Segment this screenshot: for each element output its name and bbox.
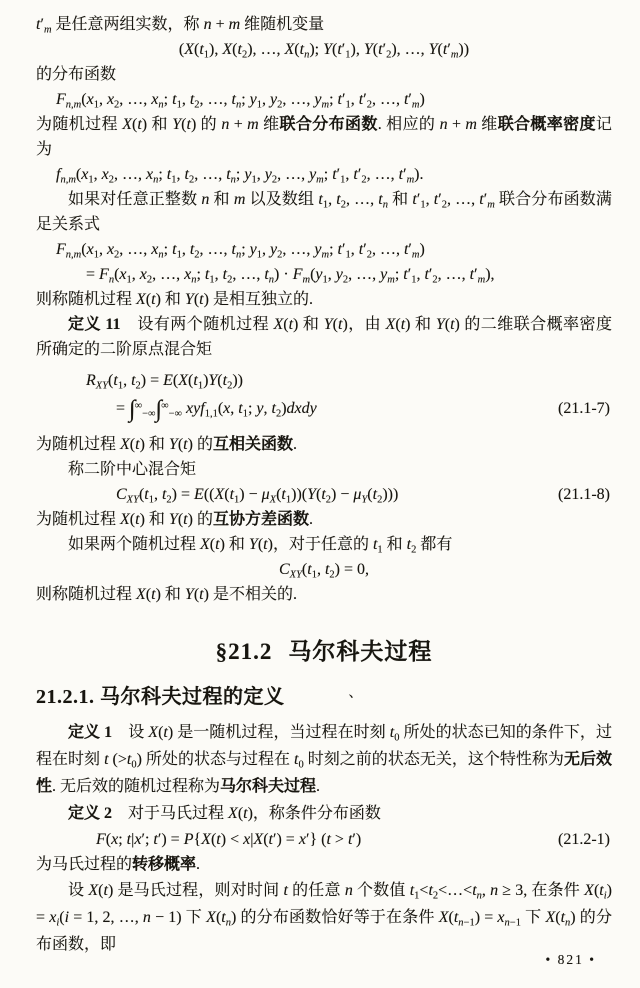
formula-random-vector: ($X(t_1)$, $X(t_2)$, …, $X(t_n)$; $Y(t'_1)$, $Y(t'_2)$, …, $Y(t'_m)$) — [178, 41, 470, 61]
formula-covariance-body: $C_{XY}(t_1$, $t_2) = E((X(t_1) - \mu_X(t_1))(Y(t_2) - \mu_Y(t_2)))$ — [116, 485, 399, 506]
paragraph-joint-terms: 为随机过程 X(t) 和 Y(t) 的 n + m 维联合分布函数. 相应的 n + m 维联合概率密度记为 — [36, 116, 612, 158]
equation-number-21-1-8: (21.1-8) — [558, 485, 610, 503]
formula-cross-correlation: $R_{XY}(t_1$, $t_2) = E(X(t_1)Y(t_2))$ — [86, 372, 243, 392]
formula-cross-correlation-integral — [116, 393, 612, 426]
formula-cross-covariance — [116, 482, 612, 507]
paragraph-cross-covariance-name: 为随机过程 X(t) 和 Y(t) 的互协方差函数. — [36, 510, 313, 528]
stray-ink-mark: 、 — [348, 685, 363, 701]
formula-integral-body: = $\int^\infty_{-\infty}\int^\infty_{-\infty}$ xyf$_{1,1}$(x, $t_1$; y, $t_2)dxdy$ — [116, 396, 317, 423]
section-title: 马尔科夫过程 — [288, 638, 433, 664]
body-line: 的分布函数 — [36, 66, 117, 83]
paragraph-definition-11: 定义 11 设有两个随机过程 X(t) 和 Y(t)，由 X(t) 和 Y(t) 的二维联合概率密度所确定的二阶原点混合矩 — [36, 316, 612, 358]
formula-joint-cdf: $F_{n,m}(x_1$, $x_2$, …, $x_n$; $t_1$, $t_2$, …, $t_n$; $y_1$, $y_2$, …, $y_m$; $t'_1$, $t'_2$, …, $t'_m$) — [56, 91, 425, 111]
paragraph-uncorrelated-condition: 如果两个随机过程 X(t) 和 Y(t)，对于任意的 $t_1$ 和 $t_2$ 都有 — [68, 535, 453, 556]
subsection-heading — [36, 680, 612, 709]
paragraph-definition-1: 定义 1 设 X(t) 是一随机过程，当过程在时刻 $t_0$ 所处的状态已知的条件下，过程在时刻 t $(>t_0)$ 所处的状态与过程在 $t_0$ 时刻之前的状态无关，这个特性称为无后效性. 无后效的随机过程称为马尔科夫过程. — [36, 723, 612, 795]
page-number: • 821 • — [545, 952, 596, 967]
paragraph-cross-correlation-name: 为随机过程 X(t) 和 Y(t) 的互相关函数. — [36, 435, 297, 453]
paragraph-uncorrelated-statement: 则称随机过程 X(t) 和 Y(t) 是不相关的. — [36, 585, 297, 603]
subsection-title: 21.2.1. 马尔科夫过程的定义 — [36, 685, 285, 708]
formula-joint-pdf: $f_{n,m}(x_1$, $x_2$, …, $x_n$; $t_1$, $t_2$, …, $t_n$; $y_1$, $y_2$, …, $y_m$; $t'_1$, $t'_2$, …, $t'_m$). — [56, 166, 424, 186]
formula-transition-body: F(x; t|x′; t′) = P{X(t) < x|X(t′) = x′} (t > t′) — [96, 830, 362, 848]
formula-independence-rhs: = $F_n(x_1$, $x_2$, …, $x_n$; $t_1$, $t_2$, …, $t_n) \cdot F_m(y_1$, $y_2$, …, $y_m$; $t'_1$, $t'_2$, …, $t'_m$), — [86, 266, 495, 286]
formula-uncorrelated: $C_{XY}(t_1$, $t_2) = 0$, — [278, 560, 370, 581]
paragraph-transition-probability-name: 为马氏过程的转移概率. — [36, 855, 201, 873]
equation-number-21-2-1: (21.2-1) — [558, 830, 610, 848]
body-line-continuation: $t'_m$ 是任意两组实数，称 n + m 维随机变量 — [36, 16, 325, 36]
equation-number-21-1-7: (21.1-7) — [558, 400, 610, 417]
section-heading — [36, 633, 612, 666]
paragraph-independence-condition: 如果对任意正整数 n 和 m 以及数组 $t_1$, $t_2$, …, $t_n$ 和 $t'_1$, $t'_2$, …, $t'_m$ 联合分布函数满足关系式 — [36, 191, 612, 233]
paragraph-central-mixed-moment: 称二阶中心混合矩 — [68, 460, 197, 478]
paragraph-independent-statement: 则称随机过程 X(t) 和 Y(t) 是相互独立的. — [36, 291, 313, 308]
paragraph-markov-property: 设 X(t) 是马氏过程，则对时间 t 的任意 n 个数值 $t_1<t_2<\dots<t_n$, n ≥ 3, 在条件 $X(t_i) = x_i(i = 1$, 2, …, n − 1) 下 $X(t_n)$ 的分布函数恰好等于在条件 $X(t_{n-1}) = x_{n-1}$ 下 $X(t_n)$ 的分布函数，即 — [36, 881, 612, 953]
paragraph-definition-2: 定义 2 对于马氏过程 X(t)，称条件分布函数 — [68, 804, 381, 822]
formula-independence-lhs: $F_{n,m}(x_1$, $x_2$, …, $x_n$; $t_1$, $t_2$, …, $t_n$; $y_1$, $y_2$, …, $y_m$; $t'_1$, $t'_2$, …, $t'_m$) — [56, 241, 425, 261]
section-number: §21.2 — [215, 638, 273, 664]
formula-transition-probability — [96, 827, 612, 852]
